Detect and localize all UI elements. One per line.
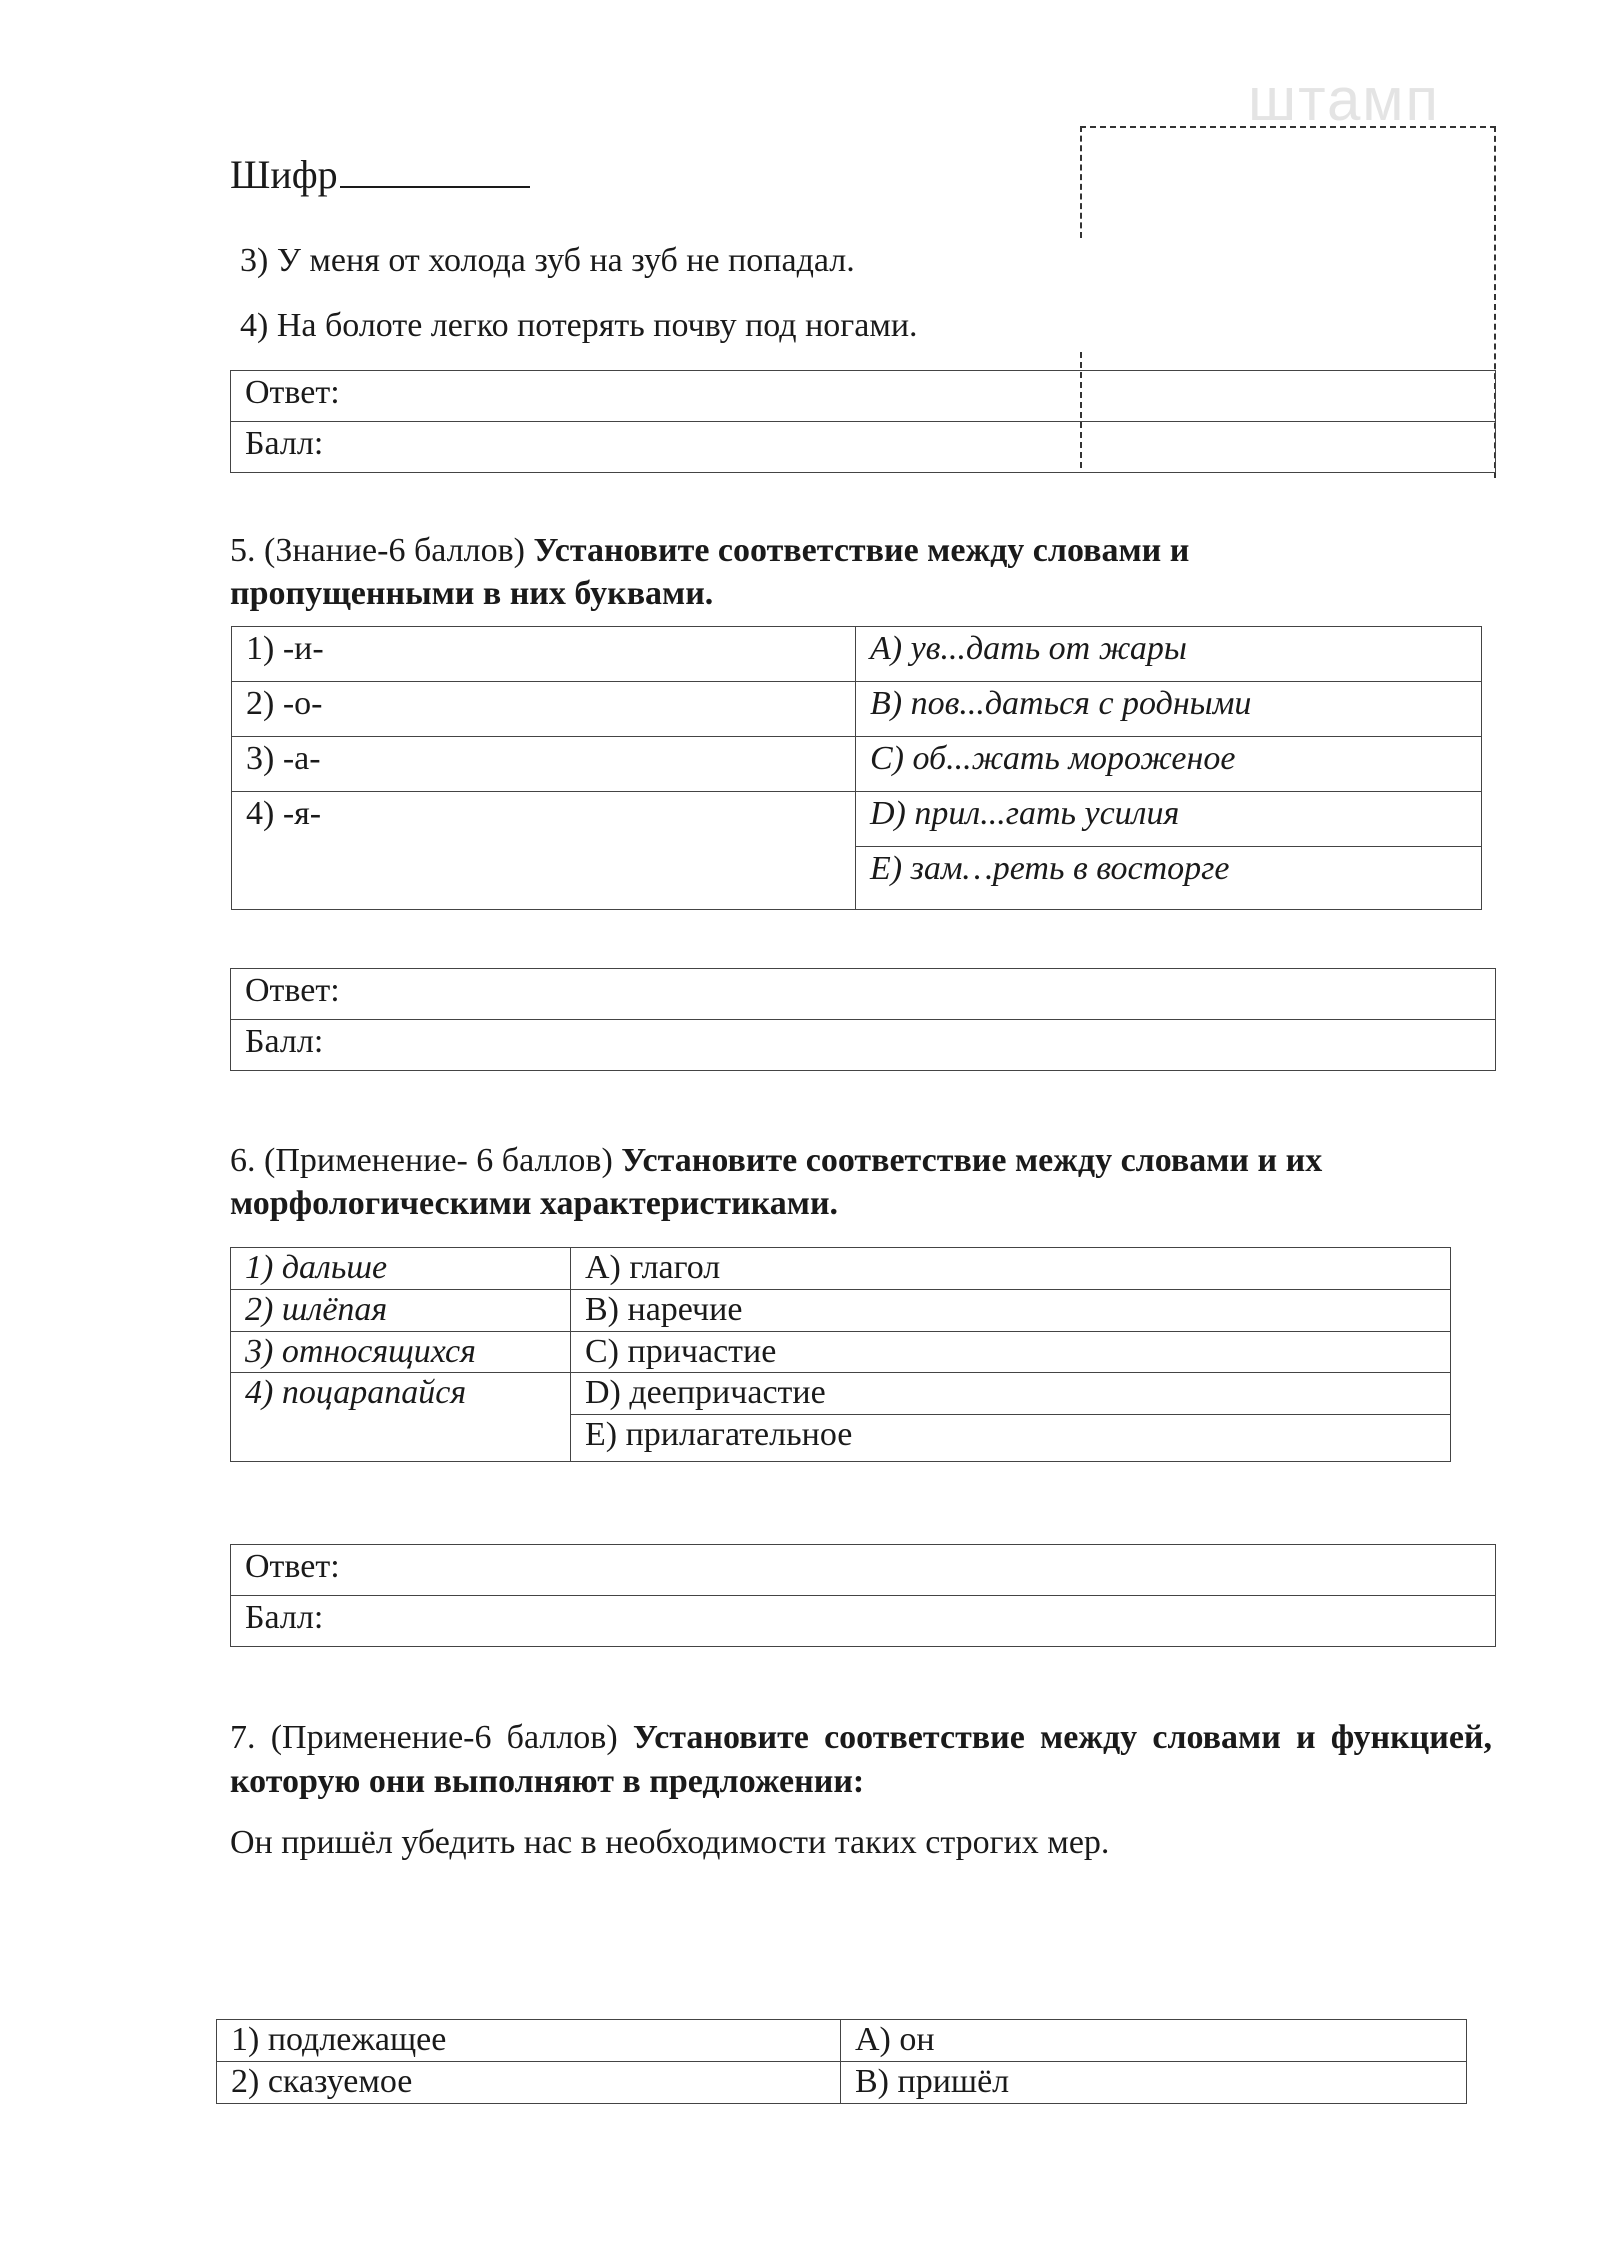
score-row: [231, 1020, 1496, 1071]
q5-prefix: 5. (Знание-6 баллов): [230, 532, 534, 569]
q6-task-line1: Установите соответствие между словами и их: [621, 1142, 1323, 1179]
q6-left-1: 1) дальше: [231, 1248, 571, 1290]
q5-left-1: 1) -и-: [232, 627, 856, 682]
q5-right-c: C) об...жать мороженое: [856, 737, 1482, 792]
answer-row: [231, 1545, 1496, 1596]
q6-right-e: E) прилагательное: [571, 1415, 1451, 1462]
q5-heading-line1: [230, 530, 1189, 573]
q7-left-2: 2) сказуемое: [217, 2061, 841, 2103]
q7-prefix: 7. (Применение-6 баллов): [230, 1719, 633, 1756]
table-row: [231, 1289, 1451, 1331]
score-label: Балл:: [245, 1599, 324, 1636]
q6-right-a: A) глагол: [571, 1248, 1451, 1290]
table-row: [232, 792, 1482, 847]
q6-right-d: D) деепричастие: [571, 1373, 1451, 1415]
answer-label: Ответ:: [245, 972, 340, 1009]
table-row: [232, 627, 1482, 682]
q5-right-b: B) пов...даться с родными: [856, 682, 1482, 737]
cipher-field: [230, 150, 530, 200]
q6-left-3: 3) относящихся: [231, 1331, 571, 1373]
q7-right-b: B) пришёл: [841, 2061, 1467, 2103]
q7-right-a: A) он: [841, 2020, 1467, 2062]
q4-item-3: 3) У меня от холода зуб на зуб не попадал.: [240, 242, 855, 279]
score-cell[interactable]: [231, 1596, 1496, 1647]
table-row: [232, 737, 1482, 792]
q5-right-e: E) зам…реть в восторге: [856, 847, 1482, 910]
cipher-label: Шифр: [230, 152, 338, 197]
answer-row: [231, 969, 1496, 1020]
q6-right-b: B) наречие: [571, 1289, 1451, 1331]
table-row: [232, 682, 1482, 737]
answer-cell[interactable]: [231, 371, 1496, 422]
q4-answer-table: [230, 370, 1496, 473]
q7-left-1: 1) подлежащее: [217, 2020, 841, 2062]
answer-row: [231, 371, 1496, 422]
score-label: Балл:: [245, 1023, 324, 1060]
q5-right-d: D) прил...гать усилия: [856, 792, 1482, 847]
answer-cell[interactable]: [231, 969, 1496, 1020]
q7-sentence: Он пришёл убедить нас в необходимости таких строгих мер.: [230, 1824, 1110, 1861]
answer-cell[interactable]: [231, 1545, 1496, 1596]
q5-task-line2: пропущенными в них буквами.: [230, 575, 714, 612]
score-row: [231, 1596, 1496, 1647]
stamp-label: штамп: [1248, 66, 1441, 133]
q6-left-4: 4) поцарапайся: [231, 1373, 571, 1462]
q5-left-3: 3) -а-: [232, 737, 856, 792]
score-cell[interactable]: [231, 422, 1496, 473]
q7-match-table: [216, 2019, 1467, 2104]
q6-answer-table: [230, 1544, 1496, 1647]
q5-match-table: [231, 626, 1482, 910]
q7-heading: [230, 1716, 1492, 1804]
q6-task-line2: морфологическими характеристиками.: [230, 1185, 839, 1222]
q5-left-4: 4) -я-: [232, 792, 856, 910]
q4-item-4: 4) На болоте легко потерять почву под ногами.: [240, 307, 918, 344]
q6-left-2: 2) шлёпая: [231, 1289, 571, 1331]
table-row: [231, 1248, 1451, 1290]
stamp-box-left-edge-top: [1080, 126, 1082, 238]
table-row: [217, 2020, 1467, 2062]
q6-prefix: 6. (Применение- 6 баллов): [230, 1142, 622, 1179]
q6-heading-line1: [230, 1140, 1322, 1183]
table-row: [231, 1373, 1451, 1415]
answer-label: Ответ:: [245, 1548, 340, 1585]
score-label: Балл:: [245, 425, 324, 462]
table-row: [217, 2061, 1467, 2103]
q5-right-a: A) ув...дать от жары: [856, 627, 1482, 682]
score-cell[interactable]: [231, 1020, 1496, 1071]
cipher-blank[interactable]: [340, 156, 530, 188]
q7-task: Установите соответствие между словами и функцией, которую они выполняют в предложении:: [230, 1719, 1493, 1800]
q6-match-table: [230, 1247, 1451, 1462]
q5-answer-table: [230, 968, 1496, 1071]
table-row: [231, 1331, 1451, 1373]
q5-task-line1: Установите соответствие между словами и: [533, 532, 1190, 569]
answer-label: Ответ:: [245, 374, 340, 411]
score-row: [231, 422, 1496, 473]
q5-left-2: 2) -о-: [232, 682, 856, 737]
q6-right-c: C) причастие: [571, 1331, 1451, 1373]
